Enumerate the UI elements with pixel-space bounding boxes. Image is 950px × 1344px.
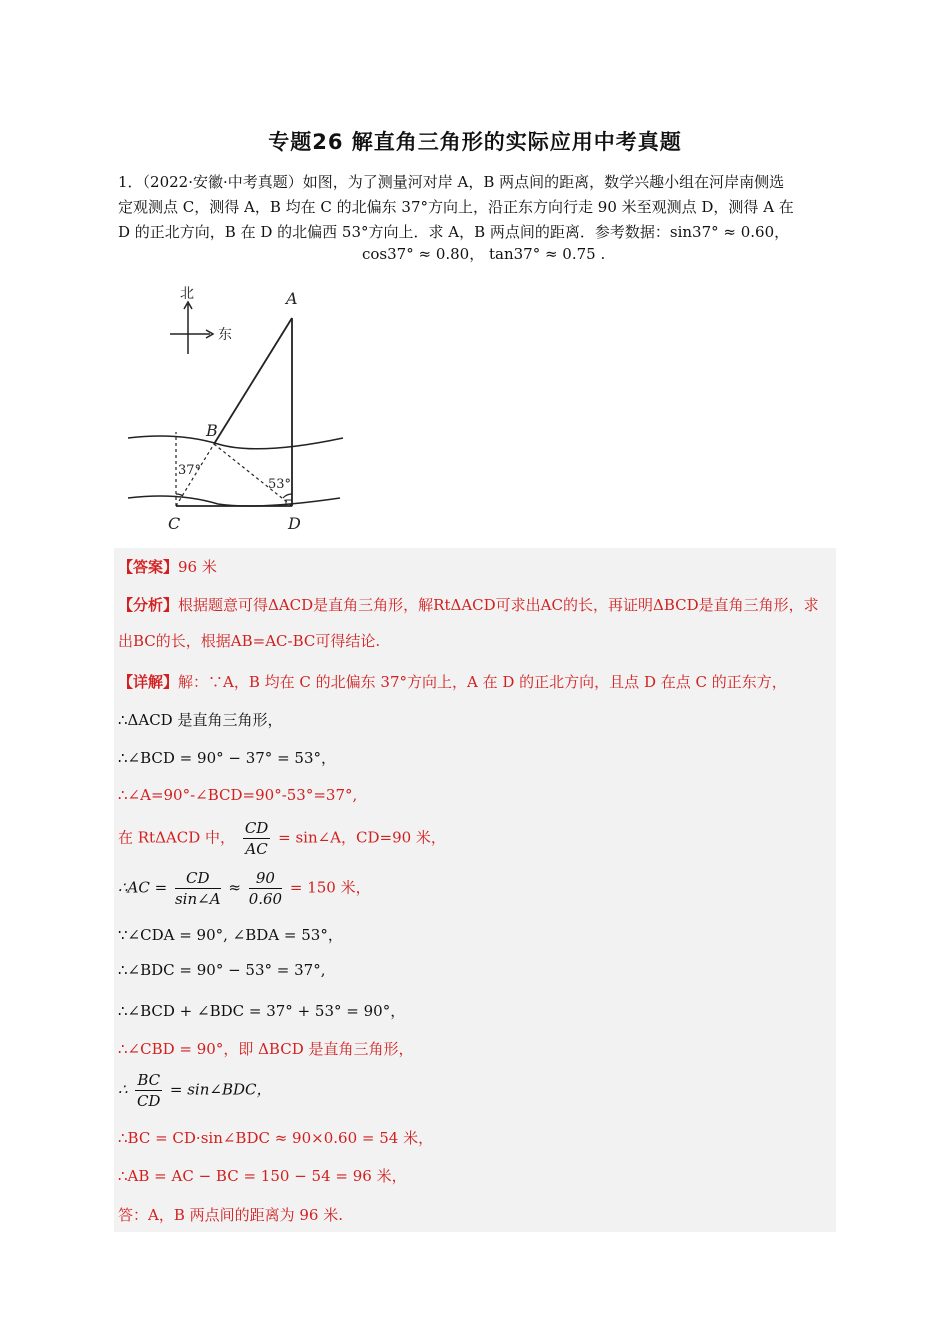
fraction-cd-ac	[243, 818, 271, 859]
river-bank-north	[128, 436, 343, 449]
angle-label-d: 53°	[268, 477, 292, 492]
detail-tag: 【详解】	[118, 673, 179, 691]
final-answer: 答：A，B 两点间的距离为 96 米.	[118, 1206, 344, 1224]
label-d: D	[288, 514, 301, 533]
step-6: ∵∠CDA = 90°, ∠BDA = 53°，	[118, 926, 343, 944]
step-2: ∴∠BCD = 90° − 37° = 53°，	[118, 749, 336, 767]
step-3: ∴∠A=90°-∠BCD=90°-53°=37°,	[118, 786, 358, 804]
step-4-prefix: 在 RtΔACD 中，	[118, 828, 236, 847]
fraction-denominator: 0.60	[248, 890, 283, 908]
problem-line-3: D 的正北方向，B 在 D 的北偏西 53°方向上．求 A，B 两点间的距离．参考数据：sin37° ≈ 0.60，	[118, 223, 790, 241]
reference-data-line: cos37° ≈ 0.80， tan37° ≈ 0.75 .	[362, 245, 606, 263]
answer-tag: 【答案】	[118, 558, 179, 576]
geometry-figure	[118, 282, 358, 542]
detail-text: 解：∵A，B 均在 C 的北偏东 37°方向上，A 在 D 的正北方向，且点 D 在点 C 的正东方，	[178, 673, 787, 691]
step-9: ∴∠CBD = 90°，即 ΔBCD 是直角三角形，	[118, 1040, 414, 1058]
problem-line-2: 定观测点 C，测得 A，B 均在 C 的北偏东 37°方向上，沿正东方向行走 90 米至观测点 D，测得 A 在	[118, 198, 794, 216]
east-label: 东	[218, 327, 232, 343]
step-12: ∴AB = AC − BC = 150 − 54 = 96 米，	[118, 1167, 407, 1185]
label-a: A	[286, 289, 298, 308]
analysis-block	[118, 587, 832, 659]
step-10-suffix: = sin∠BDC，	[169, 1080, 272, 1099]
step-5-approx: ≈	[228, 878, 241, 897]
label-c: C	[168, 514, 181, 533]
analysis-tag: 【分析】	[118, 596, 179, 614]
problem-statement	[118, 170, 836, 245]
river-bank-south	[128, 496, 340, 506]
problem-line-1: 1．（2022·安徽·中考真题）如图，为了测量河对岸 A，B 两点间的距离，数学兴趣小组在河岸南侧选	[118, 173, 785, 191]
fraction-90-060	[249, 868, 282, 909]
answer-line	[118, 556, 217, 577]
analysis-text: 根据题意可得ΔACD是直角三角形，解RtΔACD可求出AC的长，再证明ΔBCD是直角三角形，求出BC的长，根据AB=AC-BC可得结论.	[118, 596, 819, 650]
fraction-numerator: CD	[175, 868, 221, 889]
step-4-suffix: = sin∠A，CD=90 米，	[278, 828, 446, 847]
fraction-cd-sina	[175, 868, 221, 909]
step-1: ∴ΔACD 是直角三角形，	[118, 711, 283, 729]
fraction-bc-cd	[135, 1070, 162, 1111]
detail-line	[118, 671, 787, 692]
angle-arc-d	[283, 494, 292, 498]
step-5-suffix: = 150 米，	[289, 878, 371, 897]
angle-arc-c	[176, 494, 183, 496]
step-11: ∴BC = CD·sin∠BDC ≈ 90×0.60 = 54 米，	[118, 1129, 434, 1147]
page-title: 专题26 解直角三角形的实际应用中考真题	[268, 130, 682, 154]
step-10-prefix: ∴	[118, 1080, 128, 1099]
step-10	[118, 1070, 271, 1111]
answer-text: 96 米	[178, 558, 217, 576]
step-4	[118, 818, 446, 859]
fraction-denominator: sin∠A	[174, 890, 221, 908]
compass-icon	[170, 302, 213, 354]
step-5-prefix: ∴AC =	[118, 878, 168, 897]
step-8: ∴∠BCD + ∠BDC = 37° + 53° = 90°，	[118, 1002, 406, 1020]
step-5	[118, 868, 371, 909]
fraction-denominator: AC	[245, 840, 268, 858]
label-b: B	[206, 421, 218, 440]
segment-bd	[214, 444, 292, 506]
angle-label-c: 37°	[178, 463, 202, 478]
step-7: ∴∠BDC = 90° − 53° = 37°,	[118, 961, 326, 979]
north-label: 北	[180, 286, 194, 302]
fraction-numerator: 90	[249, 868, 282, 889]
fraction-numerator: CD	[244, 819, 269, 837]
fraction-numerator: BC	[137, 1071, 161, 1089]
fraction-denominator: CD	[136, 1092, 161, 1110]
